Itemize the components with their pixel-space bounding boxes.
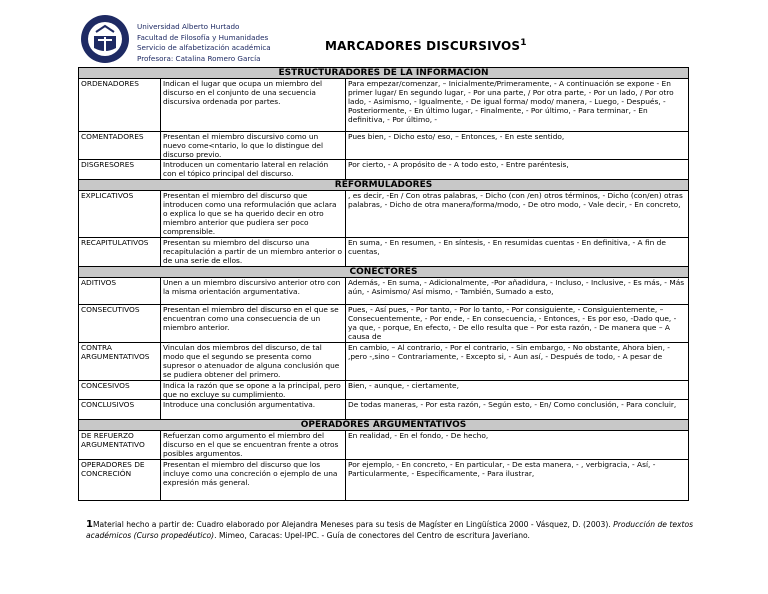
markers-table xyxy=(78,67,689,501)
institution-line: Profesora: Catalina Romero García xyxy=(137,53,261,63)
table-row xyxy=(79,460,689,501)
page-title xyxy=(325,38,527,53)
marker-description: Presentan su miembro del discurso una recapitulación a partir de un miembro anterior o de una serie de ellos. xyxy=(161,238,346,267)
section-heading: REFORMULADORES xyxy=(79,180,689,191)
table-row xyxy=(79,381,689,400)
marker-examples: Por ejemplo, - En concreto, - En particular, - De esta manera, - , verbigracia, - Así, - Particularmente, - Específicamente, - Para ilustrar, xyxy=(346,460,689,501)
marker-description: Unen a un miembro discursivo anterior otro con la misma orientación argumentativa. xyxy=(161,278,346,305)
title-text: MARCADORES DISCURSIVOS xyxy=(325,39,521,53)
marker-examples: Bien, - aunque, - ciertamente, xyxy=(346,381,689,400)
footnote xyxy=(86,519,726,541)
marker-description: Indican el lugar que ocupa un miembro del discurso en el conjunto de una secuencia discursiva ordenada por partes. xyxy=(161,79,346,132)
marker-description: Refuerzan como argumento el miembro del discurso en el que se encuentran frente a otros posibles argumentos. xyxy=(161,431,346,460)
marker-description: Presentan el miembro del discurso que introducen como una reformulación que aclara o explica lo que se ha querido decir en otro miembro anterior que pudiera ser poco comprensible. xyxy=(161,191,346,238)
marker-examples: En suma, - En resumen, - En síntesis, - En resumidas cuentas - En definitiva, - A fin de cuentas, xyxy=(346,238,689,267)
institution-line: Universidad Alberto Hurtado xyxy=(137,22,240,31)
table-row xyxy=(79,160,689,180)
table-row xyxy=(79,79,689,132)
marker-examples: De todas maneras, - Por esta razón, - Según esto, - En/ Como conclusión, - Para concluir, xyxy=(346,400,689,420)
institution-header xyxy=(137,22,271,64)
marker-examples: Por cierto, - A propósito de - A todo esto, - Entre paréntesis, xyxy=(346,160,689,180)
marker-description: Introduce una conclusión argumentativa. xyxy=(161,400,346,420)
table-row xyxy=(79,238,689,267)
table-row xyxy=(79,191,689,238)
marker-description: Presentan el miembro del discurso en el que se encuentran como una consecuencia de un miembro anterior. xyxy=(161,305,346,343)
marker-type: COMENTADORES xyxy=(79,132,161,160)
marker-type: CONSECUTIVOS xyxy=(79,305,161,343)
marker-description: Presentan el miembro del discurso que los incluye como una concreción o ejemplo de una expresión más general. xyxy=(161,460,346,501)
marker-description: Vinculan dos miembros del discurso, de tal modo que el segundo se presenta como supresor o atenuador de alguna conclusión que se pudiera obtener del primero. xyxy=(161,343,346,381)
marker-type: CONCESIVOS xyxy=(79,381,161,400)
footnote-text-end: . Mimeo, Caracas: Upel-IPC. - Guía de conectores del Centro de escritura Javeriano. xyxy=(214,531,530,540)
institution-line: Servicio de alfabetización académica xyxy=(137,43,271,52)
marker-description: Introducen un comentario lateral en relación con el tópico principal del discurso. xyxy=(161,160,346,180)
table-row xyxy=(79,132,689,160)
marker-type: DISGRESORES xyxy=(79,160,161,180)
table-row xyxy=(79,343,689,381)
section-heading: CONECTORES xyxy=(79,267,689,278)
table-row xyxy=(79,305,689,343)
section-heading: OPERADORES ARGUMENTATIVOS xyxy=(79,420,689,431)
section-heading: ESTRUCTURADORES DE LA INFORMACIÓN xyxy=(79,68,689,79)
table-row xyxy=(79,400,689,420)
marker-type: EXPLICATIVOS xyxy=(79,191,161,238)
marker-examples: , es decir, -En / Con otras palabras, - Dicho (con /en) otros términos, - Dicho (con/en) otras palabras, - Dicho de otra manera/forma/modo, - De otro modo, - Vale decir, - En concreto, xyxy=(346,191,689,238)
marker-type: CONTRA ARGUMENTATIVOS xyxy=(79,343,161,381)
marker-examples: Para empezar/comenzar, – Inicialmente/Primeramente, - A continuación se expone - En primer lugar/ En segundo lugar, - Por una parte, / Por otra parte, - Por un lado, / Por otro lado, - Asimismo, - Igualmente, - De igual forma/ modo/ manera, - Luego, - Después, - Posteriormente, - En último lugar, - Finalmente, - Por último, - Para terminar, - En definitiva, - Por último, - xyxy=(346,79,689,132)
marker-examples: En realidad, - En el fondo, - De hecho, xyxy=(346,431,689,460)
marker-type: CONCLUSIVOS xyxy=(79,400,161,420)
institution-line: Facultad de Filosofía y Humanidades xyxy=(137,32,269,42)
footnote-italic-title: Producción de textos académicos (Curso propedéutico) xyxy=(86,520,694,540)
table-row xyxy=(79,278,689,305)
marker-type: ORDENADORES xyxy=(79,79,161,132)
marker-type: OPERADORES DE CONCRECIÓN xyxy=(79,460,161,501)
marker-examples: Pues bien, - Dicho esto/ eso, – Entonces, - En este sentido, xyxy=(346,132,689,160)
footnote-number: 1 xyxy=(86,519,93,530)
marker-type: DE REFUERZO ARGUMENTATIVO xyxy=(79,431,161,460)
footnote-text: Material hecho a partir de: Cuadro elaborado por Alejandra Meneses para su tesis de Magíster en Lingüística 2000 - Vásquez, D. (2003). xyxy=(92,520,614,529)
marker-type: RECAPITULATIVOS xyxy=(79,238,161,267)
title-footnote-marker: 1 xyxy=(520,38,527,48)
marker-examples: Además, - En suma, - Adicionalmente, -Por añadidura, - Incluso, - Inclusive, - Es más, - Más aún, - Asimismo/ Así mismo, - También, Sumado a esto, xyxy=(346,278,689,305)
marker-description: Presentan el miembro discursivo como un nuevo come<ntario, lo que lo distingue del discurso previo. xyxy=(161,132,346,160)
marker-description: Indica la razón que se opone a la principal, pero que no excluye su cumplimiento. xyxy=(161,381,346,400)
marker-type: ADITIVOS xyxy=(79,278,161,305)
marker-examples: Pues, - Así pues, - Por tanto, - Por lo tanto, - Por consiguiente, - Consiguientemente, – Consecuentemente, - Por ende, - En consecuencia, - Entonces, - Es por eso, -Dado que, - ya que, - porque, En efecto, - De ello resulta que – Por esta razón, - De manera que – A causa de xyxy=(346,305,689,343)
marker-examples: En cambio, – Al contrario, - Por el contrario, - Sin embargo, - No obstante, Ahora bien, - ,pero -,sino – Contrariamente, - Excepto si, - Aun así, - Después de todo, - A pesar de xyxy=(346,343,689,381)
university-seal-logo xyxy=(80,14,130,64)
table-row xyxy=(79,431,689,460)
